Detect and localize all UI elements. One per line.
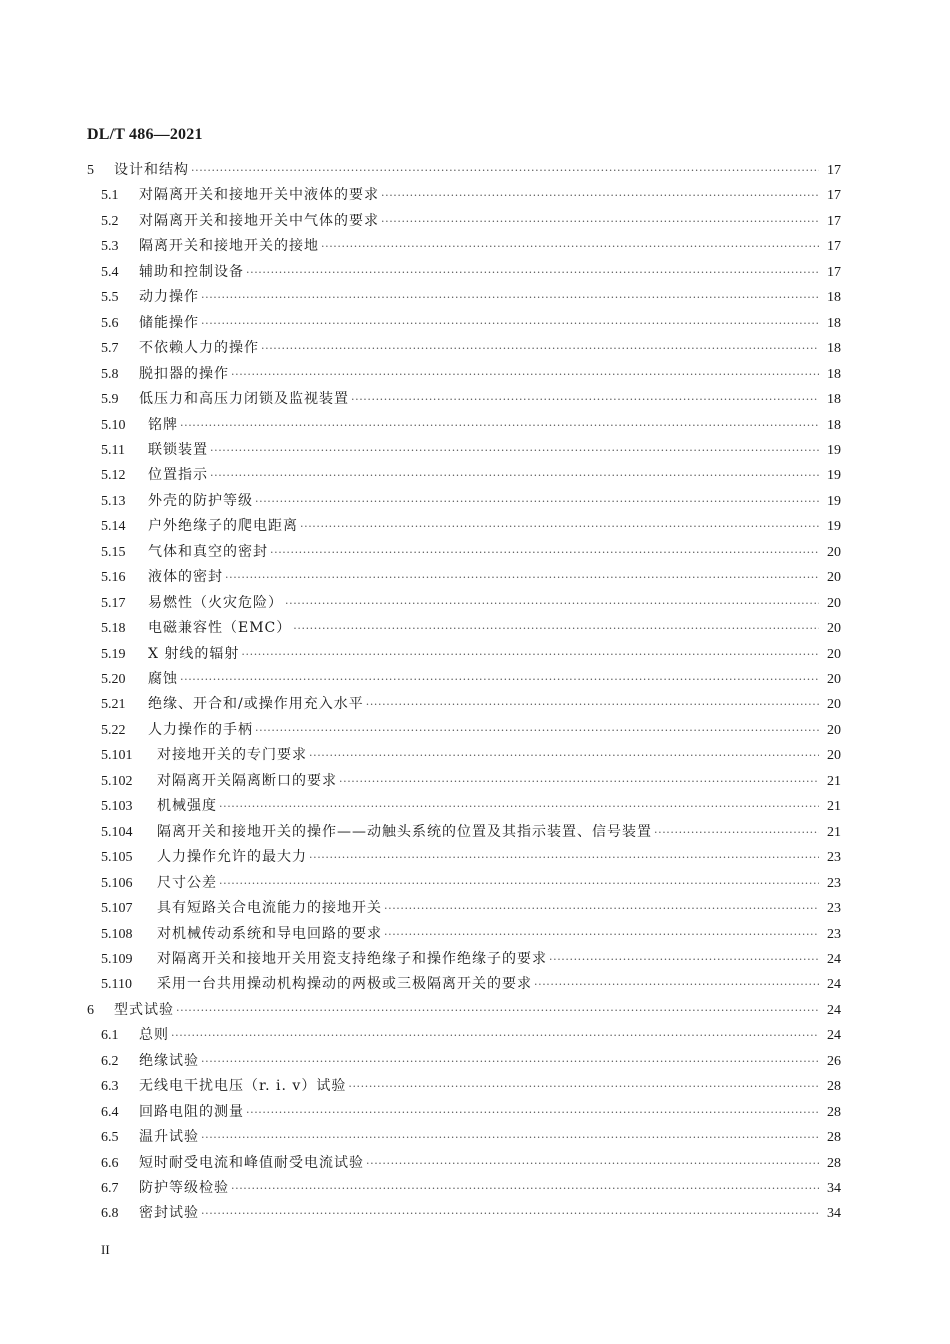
toc-entry[interactable] [0,949,950,969]
toc-dot-leader [201,1128,819,1148]
toc-entry-page: 21 [827,824,841,840]
toc-entry-number: 5.107 [101,901,133,917]
toc-entry-page: 18 [827,315,841,331]
document-code: DL/T 486—2021 [87,126,203,143]
toc-entry-number: 5.2 [101,213,119,229]
toc-entry-title: 防护等级检验 [139,1180,229,1196]
toc-entry-title: 不依赖人力的操作 [139,340,259,357]
toc-entry[interactable] [0,1051,950,1071]
toc-dot-leader [201,1204,819,1224]
toc-dot-leader [366,695,819,715]
toc-dot-leader [384,899,819,919]
toc-entry[interactable] [0,313,950,333]
toc-entry-page: 17 [827,188,841,204]
toc-entry[interactable] [0,262,950,282]
toc-entry-number: 5.108 [101,926,133,942]
toc-entry-title: 腐蚀 [148,671,178,687]
toc-entry[interactable] [0,822,950,842]
toc-dot-leader [180,670,819,690]
toc-entry-title: 联锁装置 [148,441,208,458]
toc-entry-number: 5.105 [101,850,133,866]
toc-dot-leader [309,848,819,868]
toc-entry-number: 5.102 [101,773,133,789]
toc-entry-number: 5.20 [101,672,126,687]
toc-dot-leader [339,772,819,792]
toc-entry-number: 5.1 [101,188,119,204]
toc-entry-page: 20 [827,595,841,611]
toc-entry-title: 隔离开关和接地开关的接地 [139,238,319,255]
toc-entry-number: 5.109 [101,951,133,967]
toc-entry-number: 5.101 [101,748,133,764]
toc-dot-leader [654,823,819,843]
toc-entry-page: 20 [827,544,841,560]
toc-dot-leader [321,237,819,257]
toc-entry-page: 23 [827,875,841,891]
toc-entry-title: 动力操作 [139,289,199,306]
toc-entry-page: 26 [827,1053,841,1069]
toc-entry-title: 对隔离开关和接地开关中液体的要求 [139,187,379,204]
toc-dot-leader [549,950,819,970]
page-number: II [101,1242,110,1257]
toc-entry-title: 隔离开关和接地开关的操作——动触头系统的位置及其指示装置、信号装置 [157,823,652,840]
toc-entry-number: 5.104 [101,824,133,840]
toc-entry-page: 28 [827,1079,841,1095]
toc-dot-leader [309,746,819,766]
toc-entry-title: 辅助和控制设备 [139,263,244,280]
toc-entry-number: 5.22 [101,722,126,738]
toc-dot-leader [201,314,819,334]
toc-entry[interactable] [0,618,950,638]
toc-entry-page: 34 [827,1181,841,1196]
toc-entry-page: 18 [827,341,841,357]
toc-dot-leader [246,263,819,283]
toc-entry-title: 人力操作的手柄 [148,721,253,738]
toc-entry-number: 5.9 [101,392,119,408]
toc-entry-title: 绝缘试验 [139,1052,199,1069]
toc-entry-number: 5 [87,163,94,178]
toc-dot-leader [180,416,819,436]
toc-entry[interactable] [0,1127,950,1147]
toc-entry-page: 34 [827,1206,841,1222]
toc-entry-page: 24 [827,977,841,993]
toc-entry[interactable] [0,694,950,714]
toc-entry-number: 5.7 [101,341,119,357]
toc-entry[interactable] [0,898,950,918]
toc-entry[interactable] [0,669,950,689]
toc-entry-page: 23 [827,901,841,917]
toc-entry[interactable] [0,796,950,816]
toc-entry-title: 对接地开关的专门要求 [157,747,307,764]
toc-entry-title: 对隔离开关和接地开关中气体的要求 [139,212,379,229]
toc-entry-page: 18 [827,417,841,433]
toc-dot-leader [231,365,819,385]
toc-dot-leader [219,874,819,894]
toc-entry-title: 温升试验 [139,1129,199,1146]
toc-entry[interactable] [0,236,950,256]
toc-dot-leader [384,925,819,945]
toc-entry-page: 20 [827,672,841,687]
toc-entry-number: 6.6 [101,1155,119,1171]
toc-entry[interactable] [0,974,950,994]
toc-entry[interactable] [0,160,950,180]
toc-entry-title: 回路电阻的测量 [139,1103,244,1120]
toc-entry-number: 5.8 [101,366,119,382]
toc-entry[interactable] [0,720,950,740]
toc-entry-page: 17 [827,213,841,229]
toc-entry-page: 20 [827,570,841,586]
toc-entry-title: 型式试验 [114,1001,174,1018]
toc-entry-number: 6.8 [101,1206,119,1222]
toc-entry-title: 总则 [139,1027,169,1044]
toc-entry-number: 5.19 [101,646,126,662]
toc-entry-title: 对机械传动系统和导电回路的要求 [157,925,382,942]
toc-dot-leader [285,594,819,614]
toc-dot-leader [210,466,819,486]
toc-dot-leader [270,543,819,563]
toc-entry-title: 人力操作允许的最大力 [157,849,307,866]
toc-entry-page: 20 [827,697,841,713]
toc-entry-page: 24 [827,1002,841,1018]
toc-entry-number: 5.110 [101,977,132,993]
toc-entry-number: 5.18 [101,621,126,637]
toc-entry-page: 17 [827,239,841,255]
toc-entry[interactable] [0,593,950,613]
toc-dot-leader [300,517,819,537]
toc-entry-page: 23 [827,926,841,942]
toc-entry-title: 密封试验 [139,1205,199,1222]
toc-entry[interactable] [0,1178,950,1198]
toc-entry[interactable] [0,542,950,562]
toc-entry-page: 17 [827,163,841,178]
toc-entry-title: 设计和结构 [114,162,189,178]
toc-entry[interactable] [0,567,950,587]
toc-entry-page: 23 [827,850,841,866]
toc-entry-page: 20 [827,722,841,738]
toc-dot-leader [348,1077,819,1097]
toc-entry-page: 19 [827,442,841,458]
toc-entry[interactable] [0,415,950,435]
toc-entry[interactable] [0,745,950,765]
toc-entry-number: 5.14 [101,519,126,535]
toc-entry-page: 20 [827,621,841,637]
toc-entry-page: 19 [827,468,841,484]
toc-entry[interactable] [0,338,950,358]
toc-entry[interactable] [0,771,950,791]
toc-entry-page: 19 [827,493,841,509]
toc-entry[interactable] [0,465,950,485]
toc-entry-page: 20 [827,748,841,764]
toc-dot-leader [261,339,819,359]
toc-entry-number: 5.106 [101,875,133,891]
toc-entry-title: 易燃性（火灾危险） [148,594,283,611]
toc-dot-leader [231,1179,819,1199]
toc-entry-title: 具有短路关合电流能力的接地开关 [157,900,382,917]
toc-entry[interactable] [0,516,950,536]
toc-entry-title: 电磁兼容性（EMC） [148,620,292,637]
toc-entry[interactable] [0,491,950,511]
toc-entry[interactable] [0,924,950,944]
toc-entry-page: 24 [827,1028,841,1044]
toc-entry-number: 5.10 [101,417,126,433]
toc-entry[interactable] [0,1025,950,1045]
toc-entry-number: 6.2 [101,1053,119,1069]
toc-entry-page: 18 [827,366,841,382]
toc-entry-page: 17 [827,264,841,280]
toc-entry-number: 5.11 [101,442,125,458]
toc-entry-number: 5.13 [101,493,126,509]
toc-entry-title: 储能操作 [139,314,199,331]
toc-entry-page: 18 [827,290,841,306]
toc-dot-leader [366,1154,819,1174]
toc-entry[interactable] [0,1153,950,1173]
toc-entry[interactable] [0,873,950,893]
toc-entry-title: 对隔离开关隔离断口的要求 [157,772,337,789]
toc-entry[interactable] [0,1076,950,1096]
toc-entry-number: 5.5 [101,290,119,306]
toc-entry[interactable] [0,1000,950,1020]
toc-dot-leader [201,1052,819,1072]
toc-dot-leader [225,568,819,588]
toc-entry-title: X 射线的辐射 [148,645,240,662]
toc-dot-leader [201,288,819,308]
toc-entry-title: 户外绝缘子的爬电距离 [148,518,298,535]
toc-dot-leader [191,161,819,181]
toc-entry-page: 24 [827,951,841,967]
toc-entry[interactable] [0,389,950,409]
toc-dot-leader [255,492,819,512]
toc-entry-number: 6.3 [101,1079,119,1095]
toc-dot-leader [210,441,819,461]
toc-entry-number: 5.17 [101,595,126,611]
toc-entry-page: 20 [827,646,841,662]
toc-entry[interactable] [0,1102,950,1122]
toc-entry-title: 外壳的防护等级 [148,492,253,509]
toc-dot-leader [176,1001,819,1021]
toc-dot-leader [246,1103,819,1123]
toc-entry[interactable] [0,440,950,460]
toc-entry[interactable] [0,185,950,205]
toc-entry-page: 21 [827,773,841,789]
toc-entry-title: 位置指示 [148,467,208,484]
toc-entry-page: 18 [827,392,841,408]
toc-entry[interactable] [0,364,950,384]
toc-entry-title: 低压力和高压力闭锁及监视装置 [139,391,349,408]
toc-dot-leader [293,619,819,639]
toc-entry-title: 对隔离开关和接地开关用瓷支持绝缘子和操作绝缘子的要求 [157,950,547,967]
toc-entry-title: 采用一台共用操动机构操动的两极或三极隔离开关的要求 [157,976,532,993]
toc-entry-title: 无线电干扰电压（r. i. v）试验 [139,1078,347,1095]
toc-dot-leader [381,212,819,232]
toc-entry-number: 6.1 [101,1028,119,1044]
toc-entry-number: 5.6 [101,315,119,331]
toc-dot-leader [351,390,819,410]
toc-entry-number: 5.4 [101,264,119,280]
toc-dot-leader [219,797,819,817]
toc-entry[interactable] [0,1203,950,1223]
toc-entry-number: 6.5 [101,1130,119,1146]
toc-entry-number: 5.12 [101,468,126,484]
toc-entry-title: 短时耐受电流和峰值耐受电流试验 [139,1154,364,1171]
toc-entry-title: 尺寸公差 [157,874,217,891]
toc-dot-leader [534,975,819,995]
toc-entry-page: 28 [827,1130,841,1146]
toc-entry-page: 28 [827,1104,841,1120]
toc-entry-number: 5.15 [101,544,126,560]
toc-entry-page: 28 [827,1155,841,1171]
toc-entry-number: 6.4 [101,1104,119,1120]
toc-dot-leader [255,721,819,741]
toc-entry[interactable] [0,847,950,867]
toc-dot-leader [171,1026,819,1046]
toc-entry-title: 脱扣器的操作 [139,365,229,382]
toc-entry[interactable] [0,211,950,231]
toc-entry-title: 绝缘、开合和/或操作用充入水平 [148,696,364,713]
toc-entry-number: 5.103 [101,799,133,815]
toc-dot-leader [241,645,819,665]
toc-entry-page: 19 [827,519,841,535]
toc-entry-title: 液体的密封 [148,569,223,586]
toc-entry[interactable] [0,287,950,307]
toc-entry-number: 5.21 [101,697,126,713]
toc-entry-title: 机械强度 [157,798,217,815]
toc-entry[interactable] [0,644,950,664]
toc-entry-title: 气体和真空的密封 [148,543,268,560]
toc-entry-title: 铭牌 [148,416,178,433]
toc-entry-page: 21 [827,799,841,815]
toc-entry-number: 6 [87,1002,94,1018]
toc-entry-number: 5.3 [101,239,119,255]
toc-entry-number: 5.16 [101,570,126,586]
toc-entry-number: 6.7 [101,1181,119,1196]
toc-dot-leader [381,186,819,206]
